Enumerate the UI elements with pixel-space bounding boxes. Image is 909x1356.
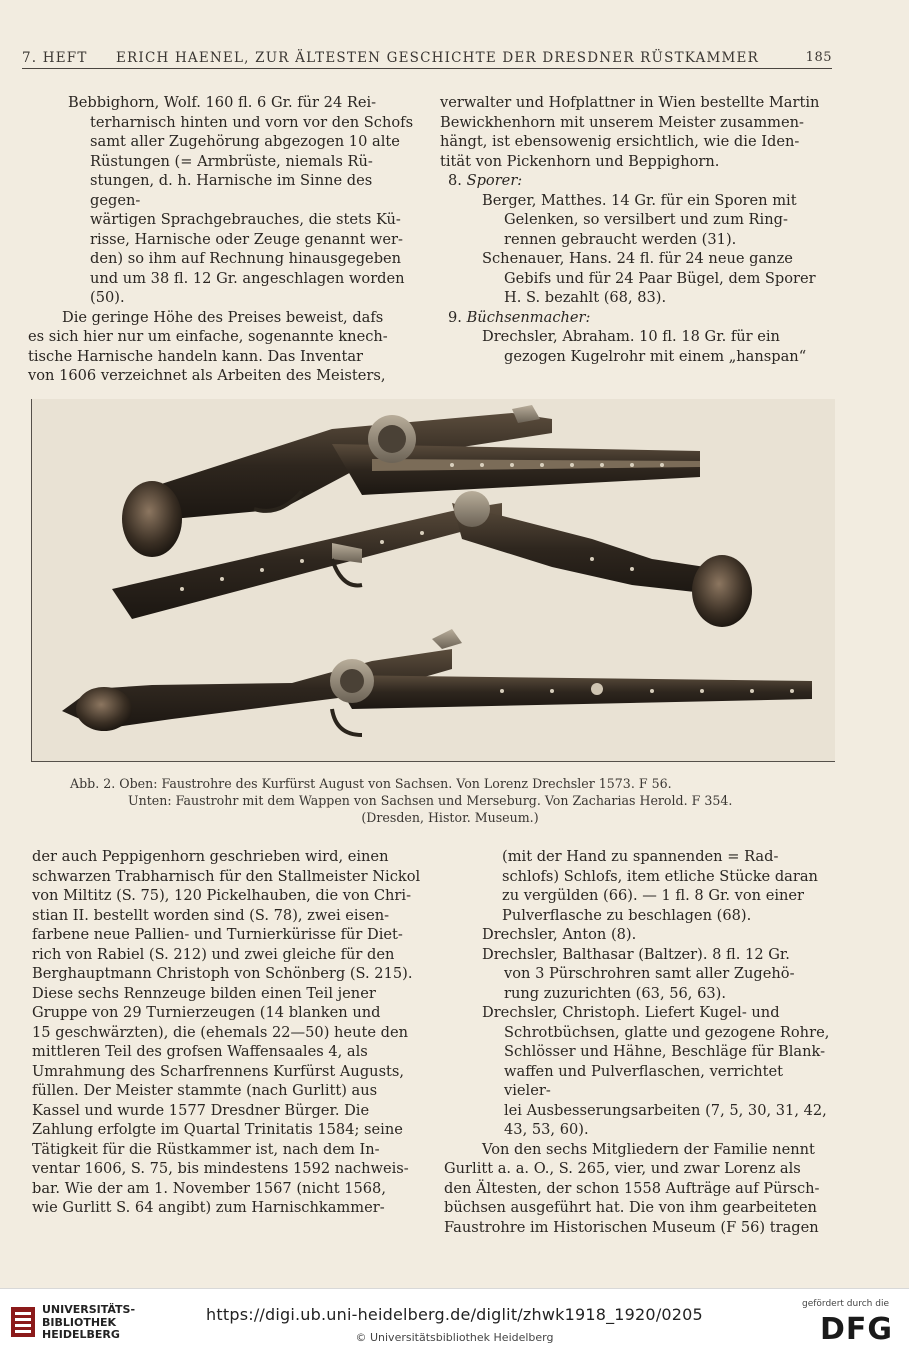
text-line: Umrahmung des Scharfrennens Kurfürst Augusts, xyxy=(32,1062,405,1080)
continuation xyxy=(444,847,832,925)
text-line: bar. Wie der am 1. November 1567 (nicht 1568, xyxy=(32,1179,386,1197)
text-line: Faustrohre im Historischen Museum (F 56) tragen xyxy=(444,1218,819,1236)
text-line: füllen. Der Meister stammte (nach Gurlitt) aus xyxy=(32,1082,378,1099)
text-line: zu vergülden (66). — 1 fl. 8 Gr. von einer xyxy=(502,887,805,904)
page-number: 185 xyxy=(805,50,832,65)
text-line: verwalter und Hofplattner in Wien bestellte Martin xyxy=(440,94,820,111)
copyright-notice: © Universitätsbibliothek Heidelberg xyxy=(355,1331,554,1344)
text-line: Schrotbüchsen, glatte und gezogene Rohre, xyxy=(504,1023,830,1041)
running-head xyxy=(22,46,832,69)
text-line: den) so ihm auf Rechnung hinausgegeben xyxy=(90,250,402,267)
text-line: Schlösser und Hähne, Beschläge für Blank- xyxy=(504,1043,826,1060)
text-line: (mit der Hand zu spannenden = Rad- xyxy=(502,848,779,865)
text-line: stian II. bestellt worden sind (S. 78), zwei eisen- xyxy=(32,906,390,924)
text-line: Zahlung erfolgte im Quartal Trinitatis 1584; seine xyxy=(32,1121,403,1138)
section-number: 8. xyxy=(448,172,462,189)
text-line: tität von Pickenhorn und Beppighorn. xyxy=(440,152,720,170)
text-line: lei Ausbesserungsarbeiten (7, 5, 30, 31, 42, xyxy=(504,1101,827,1119)
dfg-logo[interactable]: DFG xyxy=(819,1312,893,1347)
entry-drechsler-christoph xyxy=(444,1003,832,1140)
text-line: schlofs) Schlofs, item etliche Stücke daran xyxy=(502,867,818,885)
text-line: farbene neue Pallien- und Turnierkürisse für Diet- xyxy=(32,926,403,943)
text-line: hängt, ist ebensowenig ersichtlich, wie die Iden- xyxy=(440,133,800,150)
text-line: Tätigkeit für die Rüstkammer ist, nach dem In- xyxy=(32,1140,380,1158)
text-line: rennen gebraucht werden (31). xyxy=(504,230,737,248)
text-line: Schenauer, Hans. 24 fl. für 24 neue ganze xyxy=(482,250,793,267)
entry-drechsler-anton: Drechsler, Anton (8). xyxy=(482,926,637,943)
text-line: büchsen ausgeführt hat. Die von ihm gearbeiteten xyxy=(444,1199,817,1216)
text-line: wärtigen Sprachgebrauches, die stets Kü- xyxy=(90,211,401,228)
viewer-footer xyxy=(0,1288,909,1356)
paragraph xyxy=(28,308,422,386)
top-left-column xyxy=(28,93,422,386)
text-line: Gelenken, so versilbert und zum Ring- xyxy=(504,211,788,228)
text-line: Berger, Matthes. 14 Gr. für ein Sporen mit xyxy=(482,191,797,209)
text-line: tische Harnische handeln kann. Das Inventar xyxy=(28,347,363,365)
entry-drechsler-balthasar xyxy=(444,945,832,1004)
text-line: (50). xyxy=(90,289,125,306)
section-heading-buechsenmacher xyxy=(440,308,832,328)
text-line: Drechsler, Balthasar (Baltzer). 8 fl. 12 Gr. xyxy=(482,945,790,963)
text-line: risse, Harnische oder Zeuge genannt wer- xyxy=(90,230,403,248)
text-line: von Miltitz (S. 75), 120 Pickelhauben, die von Chri- xyxy=(32,887,412,904)
text-line: waffen und Pulverflaschen, verrichtet vieler- xyxy=(504,1062,784,1099)
text-line: Drechsler, Abraham. 10 fl. 18 Gr. für ein xyxy=(482,328,780,345)
caption-line: Abb. 2. Oben: Faustrohre des Kurfürst August von Sachsen. Von Lorenz Drechsler 1573. F 56. xyxy=(70,776,672,791)
caption-line: (Dresden, Histor. Museum.) xyxy=(361,810,539,825)
text-line: H. S. bezahlt (68, 83). xyxy=(504,289,667,306)
bottom-left-column xyxy=(32,847,424,1218)
entry-bebbighorn xyxy=(28,93,422,308)
text-line: Diese sechs Rennzeuge bilden einen Teil jener xyxy=(32,984,376,1002)
text-line: Gurlitt a. a. O., S. 265, vier, und zwar Lorenz als xyxy=(444,1160,801,1177)
text-line: der auch Peppigenhorn geschrieben wird, einen xyxy=(32,848,389,865)
text-line: Kassel und wurde 1577 Dresdner Bürger. Die xyxy=(32,1101,370,1119)
bottom-right-column xyxy=(444,847,832,1237)
library-name-line: HEIDELBERG xyxy=(42,1328,120,1341)
entry-berger xyxy=(440,191,832,250)
pistols-illustration xyxy=(32,399,835,761)
text-line: 15 geschwärzten), die (ehemals 22—50) heute den xyxy=(32,1023,408,1041)
text-line: wie Gurlitt S. 64 angibt) zum Harnischkammer- xyxy=(32,1199,385,1216)
section-title: Sporer: xyxy=(466,172,523,189)
caption-line: Unten: Faustrohr mit dem Wappen von Sachsen und Merseburg. Von Zacharias Herold. F 354. xyxy=(128,793,733,808)
funding-note: gefördert durch die xyxy=(802,1299,889,1309)
figure-wheellock-pistols xyxy=(31,399,835,762)
text-line: Von den sechs Mitgliedern der Familie nennt xyxy=(482,1140,815,1158)
article-title: ERICH HAENEL, ZUR ÄLTESTEN GESCHICHTE DER DRESDNER RÜSTKAMMER xyxy=(116,50,759,66)
text-line: samt aller Zugehörung abgezogen 10 alte xyxy=(90,133,400,150)
text-line: Berghauptmann Christoph von Schönberg (S. 215). xyxy=(32,965,413,982)
issue-label: 7. HEFT xyxy=(22,50,88,66)
text-line: Bewickhenhorn mit unserem Meister zusammen- xyxy=(440,113,804,131)
entry-drechsler-abraham xyxy=(440,327,832,366)
text-line: Gruppe von 29 Turnierzeugen (14 blanken und xyxy=(32,1004,381,1021)
section-heading-sporer xyxy=(440,171,832,191)
permalink-url[interactable]: https://digi.ub.uni-heidelberg.de/diglit/zhwk1918_1920/0205 xyxy=(206,1305,703,1324)
text-line: 43, 53, 60). xyxy=(504,1121,589,1138)
entry-schenauer xyxy=(440,249,832,308)
text-line: ventar 1606, S. 75, bis mindestens 1592 nachweis- xyxy=(32,1160,409,1177)
top-right-column xyxy=(440,93,832,366)
text-line: gezogen Kugelrohr mit einem „hanspan“ xyxy=(504,347,807,365)
text-line: Drechsler, Christoph. Liefert Kugel- und xyxy=(482,1004,780,1021)
section-number: 9. xyxy=(448,308,462,326)
library-name-line: BIBLIOTHEK xyxy=(42,1315,117,1329)
text-line: rich von Rabiel (S. 212) und zwei gleiche für den xyxy=(32,945,395,963)
figure-caption xyxy=(70,775,830,826)
text-line: Gebifs und für 24 Paar Bügel, dem Sporer xyxy=(504,269,816,287)
text-line: Rüstungen (= Armbrüste, niemals Rü- xyxy=(90,152,373,170)
text-line: Bebbighorn, Wolf. 160 fl. 6 Gr. für 24 Rei- xyxy=(68,94,377,111)
text-line: den Ältesten, der schon 1558 Aufträge auf Pürsch- xyxy=(444,1179,820,1197)
text-line: Pulverflasche zu beschlagen (68). xyxy=(502,906,752,924)
text-line: und um 38 fl. 12 Gr. angeschlagen worden xyxy=(90,269,405,287)
text-line: Die geringe Höhe des Preises beweist, dafs xyxy=(62,308,384,326)
library-name-line: UNIVERSITÄTS- xyxy=(42,1303,136,1316)
text-line: von 3 Pürschrohren samt aller Zugehö- xyxy=(504,965,795,982)
text-line: es sich hier nur um einfache, sogenannte knech- xyxy=(28,328,388,345)
paragraph xyxy=(444,1140,832,1238)
text-line: von 1606 verzeichnet als Arbeiten des Meisters, xyxy=(28,367,386,384)
text-line: schwarzen Trabharnisch für den Stallmeister Nickol xyxy=(32,867,421,885)
text-line: mittleren Teil des grofsen Waffensaales 4, als xyxy=(32,1043,368,1060)
section-title: Büchsenmacher: xyxy=(466,308,591,326)
text-line: terharnisch hinten und vorn vor den Schofs xyxy=(90,113,414,131)
text-line: stungen, d. h. Harnische im Sinne des gegen- xyxy=(90,172,373,209)
text-line: rung zuzurichten (63, 56, 63). xyxy=(504,984,726,1002)
